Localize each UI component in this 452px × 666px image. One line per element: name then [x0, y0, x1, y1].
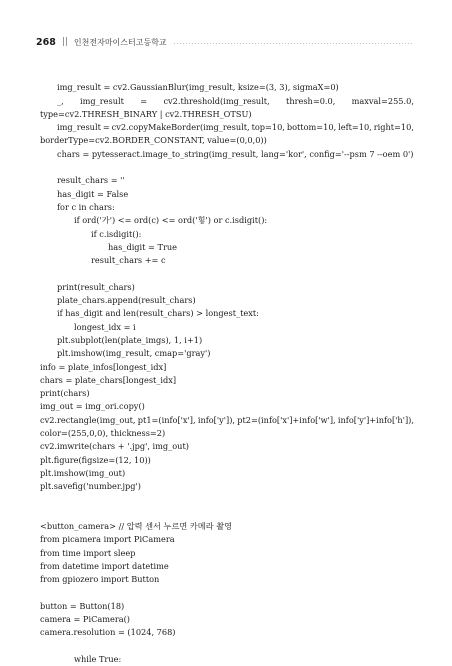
code-line: if c.isdigit(): — [91, 228, 142, 239]
code-line: has_digit = True — [108, 241, 178, 252]
code-token: cv2.copyMakeBorder(img_result, — [111, 122, 250, 133]
code-token: left=10, — [338, 122, 372, 133]
code-line: has_digit = False — [57, 188, 129, 199]
code-line: plt.figure(figsize=(12, 10)) — [40, 454, 151, 465]
code-line: color=(255,0,0), thickness=2) — [40, 428, 166, 439]
code-line: borderType=cv2.BORDER_CONSTANT, value=(0,0,0)) — [40, 135, 267, 146]
code-line: plt.savefig('number.jpg') — [40, 481, 141, 492]
code-token: img_result — [80, 95, 124, 106]
code-token: img_result — [57, 122, 101, 133]
code-line: cv2.imwrite(chars + '.jpg', img_out) — [40, 441, 189, 452]
code-line: while True: — [74, 654, 122, 665]
code-token: pt2=(info['x']+info['w'], — [237, 414, 336, 425]
code-token: info['y']+info['h']), — [337, 414, 414, 425]
code-line: if has_digit and len(result_chars) > longest_text: — [57, 308, 259, 319]
blank-line — [40, 587, 414, 600]
blank-line — [40, 640, 414, 653]
code-token: = — [102, 122, 110, 133]
code-token: right=10, — [373, 122, 414, 133]
blank-line — [40, 507, 414, 520]
code-listing — [40, 68, 414, 666]
code-line — [40, 95, 414, 108]
blank-line — [40, 494, 414, 507]
code-token: cv2.rectangle(img_out, — [40, 414, 136, 425]
code-line: <button_camera> // 압력 센서 누르면 카메라 촬영 — [40, 521, 233, 532]
code-line: chars = plate_chars[longest_idx] — [40, 374, 177, 385]
code-line: plt.imshow(img_result, cmap='gray') — [57, 348, 211, 359]
code-token: pt1=(info['x'], — [137, 414, 196, 425]
code-line: from time import sleep — [40, 547, 136, 558]
code-token: _, — [57, 95, 64, 106]
code-line: plt.imshow(img_out) — [40, 467, 126, 478]
code-line — [40, 121, 414, 134]
code-line: plt.subplot(len(plate_imgs), 1, i+1) — [57, 334, 203, 345]
code-line: from datetime import datetime — [40, 560, 169, 571]
code-line: chars = pytesseract.image_to_string(img_result, lang='kor', config='--psm 7 --oem 0') — [57, 148, 414, 159]
code-line: longest_idx = i — [74, 321, 136, 332]
code-token: cv2.threshold(img_result, — [163, 95, 270, 106]
code-line: print(result_chars) — [57, 281, 135, 292]
code-line: camera = PiCamera() — [40, 614, 131, 625]
code-token: bottom=10, — [286, 122, 337, 133]
code-line: if ord('가') <= ord(c) <= ord('힣') or c.isdigit(): — [74, 215, 268, 226]
page-header — [36, 35, 414, 49]
code-line: camera.resolution = (1024, 768) — [40, 627, 176, 638]
code-line: plate_chars.append(result_chars) — [57, 295, 196, 306]
code-token: info['y']), — [197, 414, 235, 425]
code-line: button = Button(18) — [40, 600, 125, 611]
code-line: result_chars = '' — [57, 175, 125, 186]
school-name: 인천전자마이스터고등학교 — [73, 37, 167, 47]
header-separator: || — [61, 37, 68, 47]
code-line: result_chars += c — [91, 255, 166, 266]
code-line: type=cv2.THRESH_BINARY | cv2.THRESH_OTSU) — [40, 108, 252, 119]
code-line: from gpiozero import Button — [40, 574, 160, 585]
code-token: top=10, — [251, 122, 285, 133]
dotted-leader — [173, 43, 414, 44]
code-line: for c in chars: — [57, 201, 115, 212]
code-token: maxval=255.0, — [351, 95, 414, 106]
code-token: = — [140, 95, 148, 106]
blank-line — [40, 161, 414, 174]
page-number: 268 — [36, 36, 56, 48]
code-token: thresh=0.0, — [286, 95, 336, 106]
code-line — [40, 414, 414, 427]
code-line: img_result = cv2.GaussianBlur(img_result, ksize=(3, 3), sigmaX=0) — [57, 82, 339, 93]
blank-line — [40, 267, 414, 280]
code-line: img_out = img_ori.copy() — [40, 401, 145, 412]
code-line: info = plate_infos[longest_idx] — [40, 361, 167, 372]
code-line: from picamera import PiCamera — [40, 534, 175, 545]
code-line: print(chars) — [40, 388, 90, 399]
blank-line — [40, 68, 414, 81]
